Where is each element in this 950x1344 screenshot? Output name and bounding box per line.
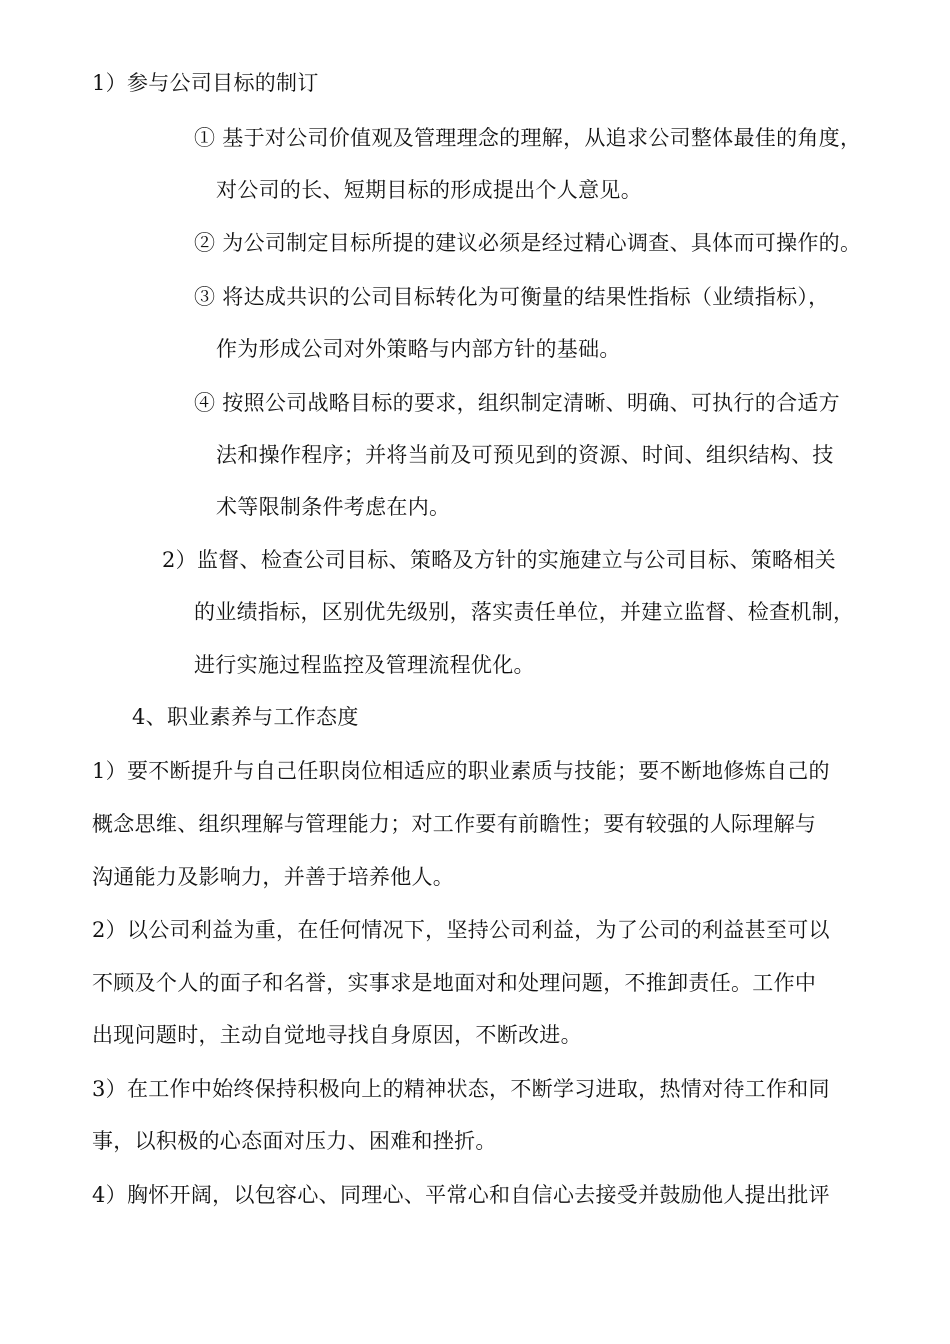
text-line-8: 法和操作程序；并将当前及可预见到的资源、时间、组织结构、技 [216, 443, 834, 467]
text-line-17: 2）以公司利益为重，在任何情况下，坚持公司利益，为了公司的利益甚至可以 [92, 918, 830, 942]
text-line-2: ① 基于对公司价值观及管理理念的理解，从追求公司整体最佳的角度， [194, 126, 862, 150]
text-line-5: ③ 将达成共识的公司目标转化为可衡量的结果性指标（业绩指标）， [194, 285, 830, 309]
text-line-7: ④ 按照公司战略目标的要求，组织制定清晰、明确、可执行的合适方 [194, 391, 840, 415]
text-line-4: ② 为公司制定目标所提的建议必须是经过精心调查、具体而可操作的。 [194, 231, 862, 255]
text-line-16: 沟通能力及影响力，并善于培养他人。 [92, 865, 455, 889]
text-line-19: 出现问题时，主动自觉地寻找自身原因，不断改进。 [92, 1023, 582, 1047]
text-line-15: 概念思维、组织理解与管理能力；对工作要有前瞻性；要有较强的人际理解与 [92, 812, 817, 836]
text-line-9: 术等限制条件考虑在内。 [216, 495, 451, 519]
text-line-6: 作为形成公司对外策略与内部方针的基础。 [216, 337, 621, 361]
text-line-18: 不顾及个人的面子和名誉，实事求是地面对和处理问题，不推卸责任。工作中 [92, 971, 817, 995]
text-line-22: 4）胸怀开阔，以包容心、同理心、平常心和自信心去接受并鼓励他人提出批评 [92, 1183, 830, 1207]
text-line-3: 对公司的长、短期目标的形成提出个人意见。 [216, 178, 642, 202]
text-line-20: 3）在工作中始终保持积极向上的精神状态，不断学习进取，热情对待工作和同 [92, 1077, 830, 1101]
text-line-11: 的业绩指标，区别优先级别，落实责任单位，并建立监督、检查机制， [194, 600, 855, 624]
text-line-10: 2）监督、检查公司目标、策略及方针的实施建立与公司目标、策略相关 [162, 548, 836, 572]
text-line-12: 进行实施过程监控及管理流程优化。 [194, 653, 535, 677]
text-line-1: 1）参与公司目标的制订 [92, 71, 319, 95]
section-heading: 4、职业素养与工作态度 [132, 705, 359, 729]
text-line-14: 1）要不断提升与自己任职岗位相适应的职业素质与技能；要不断地修炼自己的 [92, 759, 830, 783]
text-line-21: 事，以积极的心态面对压力、困难和挫折。 [92, 1129, 497, 1153]
